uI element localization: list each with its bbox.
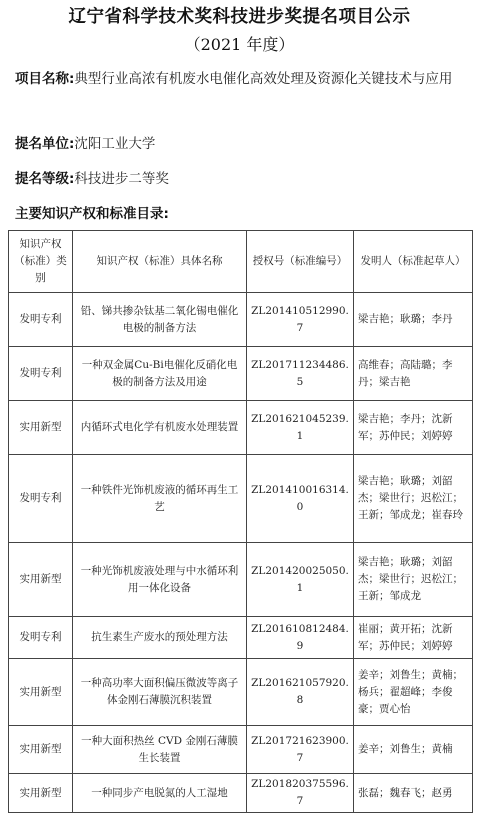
cell-number: ZL201621057920.8 xyxy=(247,659,354,726)
cell-category: 发明专利 xyxy=(9,455,73,543)
cell-name: 一种大面积热丝 CVD 金刚石薄膜生长装置 xyxy=(73,726,247,774)
table-header-row xyxy=(9,231,473,293)
cell-name: 一种同步产电脱氮的人工湿地 xyxy=(73,774,247,813)
cell-category: 发明专利 xyxy=(9,347,73,401)
cell-number: ZL201420025050.1 xyxy=(247,543,354,617)
nominating-unit-label: 提名单位: xyxy=(15,136,75,152)
cell-inventors: 张磊；魏春飞；赵勇 xyxy=(354,774,473,813)
header-number: 授权号（标准编号） xyxy=(247,231,354,293)
cell-inventors: 梁吉艳；耿璐；李丹 xyxy=(354,293,473,347)
cell-inventors: 梁吉艳；耿璐；刘韶杰；梁世行；迟松江；王新；邹成龙；崔春玲 xyxy=(354,455,473,543)
nominating-unit-block xyxy=(15,129,470,160)
cell-number: ZL201820375596.7 xyxy=(247,774,354,813)
cell-inventors: 姜辛；刘鲁生；黄楠 xyxy=(354,726,473,774)
project-name-value: 典型行业高浓有机废水电催化高效处理及资源化关键技术与应用 xyxy=(74,71,453,87)
header-name: 知识产权（标准）具体名称 xyxy=(73,231,247,293)
cell-name: 一种光饰机废液处理与中水循环利用一体化设备 xyxy=(73,543,247,617)
cell-inventors: 崔丽；黄开拓；沈新军；苏仲民；刘婷婷 xyxy=(354,617,473,659)
cell-number: ZL201721623900.7 xyxy=(247,726,354,774)
cell-category: 发明专利 xyxy=(9,293,73,347)
cell-category: 实用新型 xyxy=(9,659,73,726)
header-inventors: 发明人（标准起草人） xyxy=(354,231,473,293)
cell-category: 实用新型 xyxy=(9,401,73,455)
cell-category: 实用新型 xyxy=(9,774,73,813)
section-title: 主要知识产权和标准目录: xyxy=(15,206,169,222)
cell-number: ZL201621045239.1 xyxy=(247,401,354,455)
header-category: 知识产权（标准）类别 xyxy=(9,231,73,293)
table-row xyxy=(9,455,473,543)
nomination-level-value: 科技进步二等奖 xyxy=(74,171,169,187)
cell-number: ZL201410512990.7 xyxy=(247,293,354,347)
cell-inventors: 梁吉艳；耿璐；刘韶杰；梁世行；迟松江；王新；邹成龙 xyxy=(354,543,473,617)
cell-inventors: 姜辛；刘鲁生；黄楠；杨兵；翟超峰；李俊豪；贾心怡 xyxy=(354,659,473,726)
page-subtitle: （2021 年度） xyxy=(184,35,295,54)
cell-inventors: 高维春；高陆璐；李丹；梁吉艳 xyxy=(354,347,473,401)
cell-number: ZL201610812484.9 xyxy=(247,617,354,659)
nominating-unit-value: 沈阳工业大学 xyxy=(74,136,156,152)
cell-name: 一种双金属Cu-Bi电催化反硝化电极的制备方法及用途 xyxy=(73,347,247,401)
cell-name: 一种铁件光饰机废液的循环再生工艺 xyxy=(73,455,247,543)
cell-inventors: 梁吉艳；李丹；沈新军；苏仲民；刘婷婷 xyxy=(354,401,473,455)
table-row xyxy=(9,726,473,774)
cell-name: 一种高功率大面积偏压微波等离子体金刚石薄膜沉积装置 xyxy=(73,659,247,726)
cell-number: ZL201410016314.0 xyxy=(247,455,354,543)
cell-number: ZL201711234486.5 xyxy=(247,347,354,401)
ip-table xyxy=(8,230,473,813)
table-row xyxy=(9,617,473,659)
nomination-level-block xyxy=(15,164,470,195)
cell-category: 实用新型 xyxy=(9,726,73,774)
cell-name: 内循环式电化学有机废水处理装置 xyxy=(73,401,247,455)
table-row xyxy=(9,401,473,455)
project-name-label: 项目名称: xyxy=(15,71,75,87)
page-title: 辽宁省科学技术奖科技进步奖提名项目公示 xyxy=(68,7,411,27)
table-row xyxy=(9,774,473,813)
table-row xyxy=(9,347,473,401)
nomination-level-label: 提名等级: xyxy=(15,171,75,187)
cell-category: 发明专利 xyxy=(9,617,73,659)
cell-name: 抗生素生产废水的预处理方法 xyxy=(73,617,247,659)
cell-name: 铅、锑共掺杂钛基二氧化锡电催化电极的制备方法 xyxy=(73,293,247,347)
table-row xyxy=(9,659,473,726)
cell-category: 实用新型 xyxy=(9,543,73,617)
table-row xyxy=(9,293,473,347)
project-name-block xyxy=(15,64,470,95)
table-row xyxy=(9,543,473,617)
